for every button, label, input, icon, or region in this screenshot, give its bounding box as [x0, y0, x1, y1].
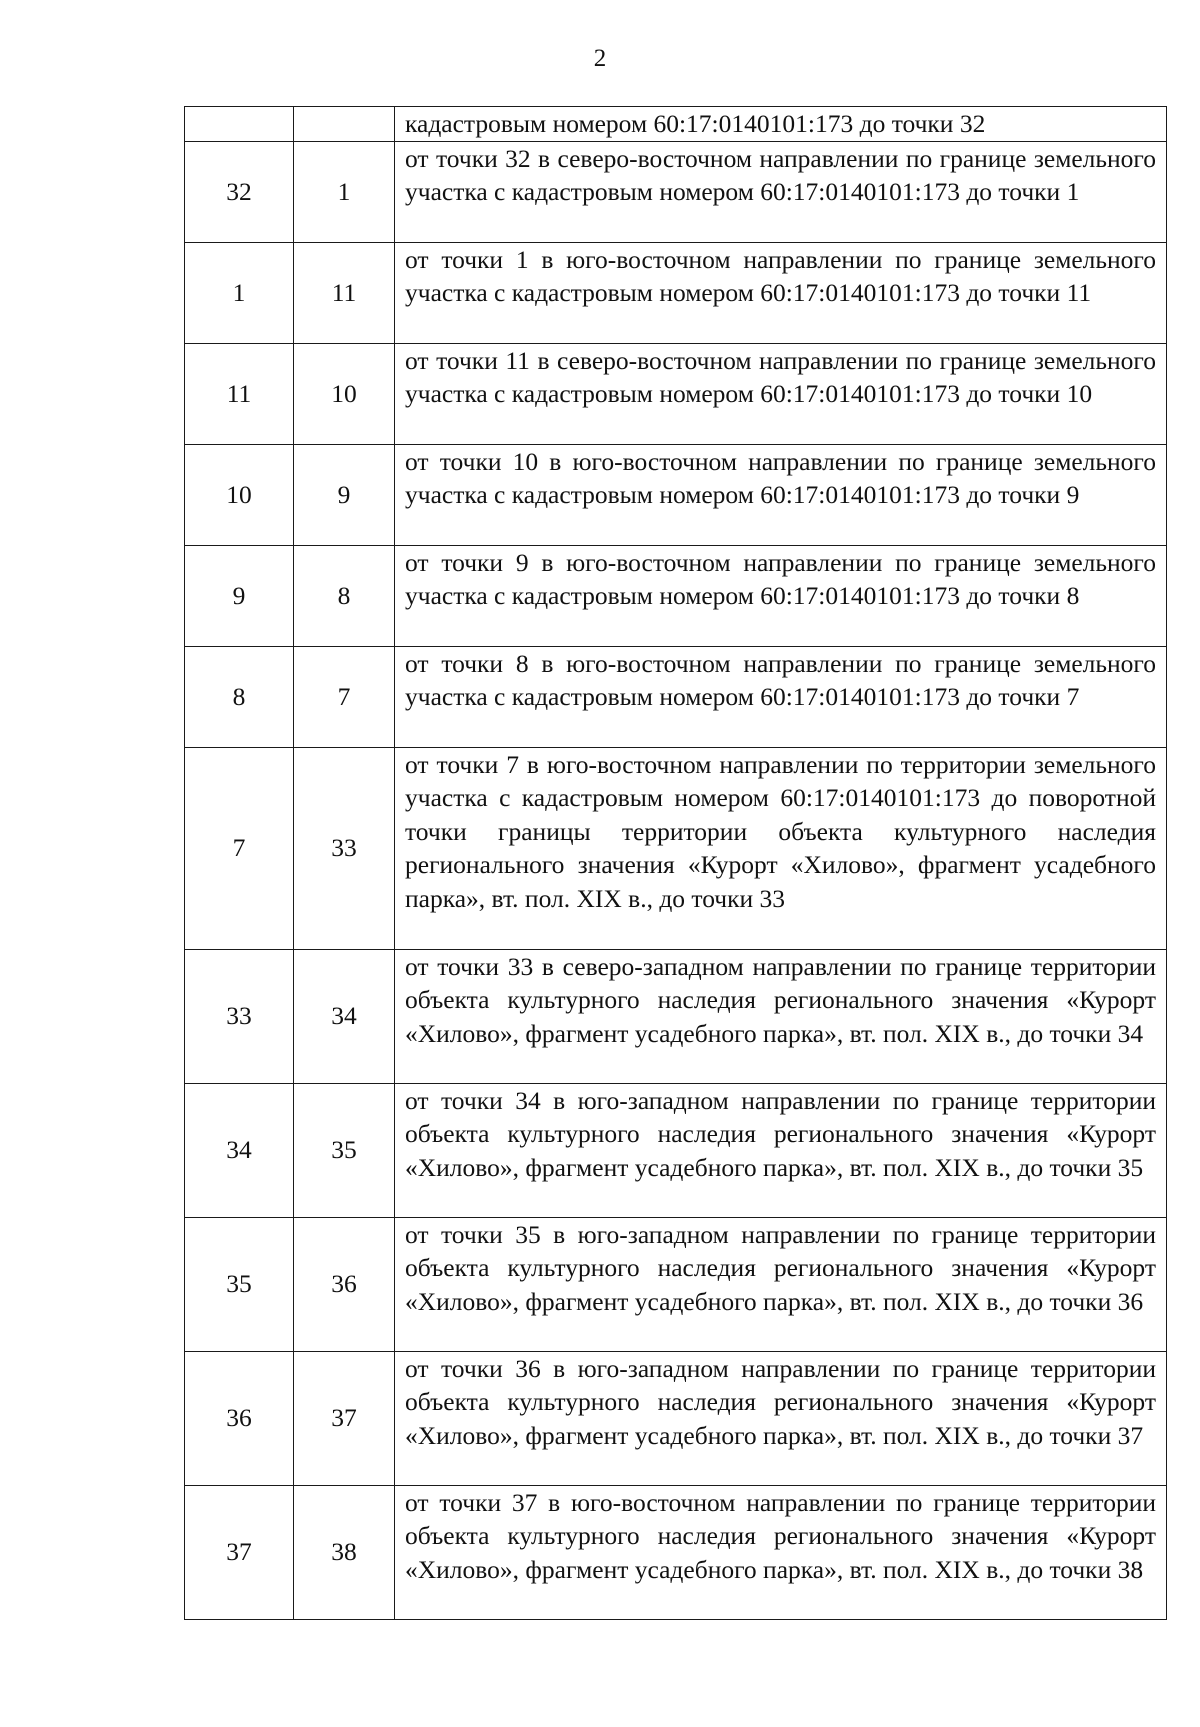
description-text: от точки 9 в юго-восточном направлении по границе земельного участка с кадастровым номером 60:17:0140101:173 до точки 8 [405, 547, 1156, 610]
description-text: от точки 35 в юго-западном направлении по границе территории объекта культурного наследия регионального значения «Курорт «Хилово», фрагмент усадебного парка», вт. пол. XIX в., до точки 36 [405, 1219, 1156, 1316]
from-point-cell: 36 [185, 1351, 294, 1485]
to-point-cell: 1 [294, 141, 395, 242]
from-point-cell: 34 [185, 1083, 294, 1217]
page-number: 2 [593, 45, 607, 72]
boundary-description-table [184, 106, 1167, 1620]
to-point-cell: 11 [294, 242, 395, 343]
table-row [185, 1217, 1167, 1351]
description-text: от точки 37 в юго-восточном направлении по границе территории объекта культурного наследия регионального значения «Курорт «Хилово», фрагмент усадебного парка», вт. пол. XIX в., до точки 38 [405, 1487, 1156, 1584]
from-point-cell: 37 [185, 1485, 294, 1619]
from-point-cell: 33 [185, 949, 294, 1083]
table-row [185, 343, 1167, 444]
to-point-cell: 38 [294, 1485, 395, 1619]
description-cell [395, 1351, 1167, 1485]
description-text: от точки 34 в юго-западном направлении по границе территории объекта культурного наследия регионального значения «Курорт «Хилово», фрагмент усадебного парка», вт. пол. XIX в., до точки 35 [405, 1085, 1156, 1182]
table-row [185, 1485, 1167, 1619]
table-row [185, 545, 1167, 646]
to-point-cell [294, 107, 395, 142]
from-point-cell: 32 [185, 141, 294, 242]
description-cell [395, 444, 1167, 545]
description-cell [395, 1485, 1167, 1619]
description-text: кадастровым номером 60:17:0140101:173 до точки 32 [405, 109, 986, 138]
from-point-cell: 9 [185, 545, 294, 646]
from-point-cell: 7 [185, 747, 294, 949]
description-text: от точки 33 в северо-западном направлении по границе территории объекта культурного наследия регионального значения «Курорт «Хилово», фрагмент усадебного парка», вт. пол. XIX в., до точки 34 [405, 951, 1156, 1048]
description-cell [395, 343, 1167, 444]
description-cell [395, 646, 1167, 747]
description-text: от точки 10 в юго-восточном направлении по границе земельного участка с кадастровым номером 60:17:0140101:173 до точки 9 [405, 446, 1156, 509]
table-row [185, 1351, 1167, 1485]
from-point-cell: 8 [185, 646, 294, 747]
from-point-cell [185, 107, 294, 142]
description-text: от точки 1 в юго-восточном направлении по границе земельного участка с кадастровым номером 60:17:0140101:173 до точки 11 [405, 244, 1156, 307]
description-cell [395, 949, 1167, 1083]
description-cell [395, 141, 1167, 242]
from-point-cell: 1 [185, 242, 294, 343]
table-row [185, 949, 1167, 1083]
description-text: от точки 7 в юго-восточном направлении по территории земельного участка с кадастровым номером 60:17:0140101:173 до поворотной точки границы территории объекта культурного наследия регионального значения «Курорт «Хилово», фрагмент усадебного парка», вт. пол. XIX в., до точки 33 [405, 749, 1156, 913]
to-point-cell: 35 [294, 1083, 395, 1217]
description-text: от точки 8 в юго-восточном направлении по границе земельного участка с кадастровым номером 60:17:0140101:173 до точки 7 [405, 648, 1156, 711]
to-point-cell: 37 [294, 1351, 395, 1485]
description-cell [395, 1083, 1167, 1217]
to-point-cell: 8 [294, 545, 395, 646]
description-cell [395, 747, 1167, 949]
to-point-cell: 10 [294, 343, 395, 444]
table-row [185, 141, 1167, 242]
table-row [185, 242, 1167, 343]
description-text: от точки 11 в северо-восточном направлении по границе земельного участка с кадастровым номером 60:17:0140101:173 до точки 10 [405, 345, 1156, 408]
to-point-cell: 34 [294, 949, 395, 1083]
description-text: от точки 36 в юго-западном направлении по границе территории объекта культурного наследия регионального значения «Курорт «Хилово», фрагмент усадебного парка», вт. пол. XIX в., до точки 37 [405, 1353, 1156, 1450]
table-row [185, 646, 1167, 747]
to-point-cell: 36 [294, 1217, 395, 1351]
from-point-cell: 11 [185, 343, 294, 444]
table-row [185, 444, 1167, 545]
from-point-cell: 10 [185, 444, 294, 545]
to-point-cell: 33 [294, 747, 395, 949]
to-point-cell: 9 [294, 444, 395, 545]
from-point-cell: 35 [185, 1217, 294, 1351]
table-row [185, 747, 1167, 949]
description-text: от точки 32 в северо-восточном направлении по границе земельного участка с кадастровым номером 60:17:0140101:173 до точки 1 [405, 143, 1156, 206]
description-cell [395, 107, 1167, 142]
description-cell [395, 1217, 1167, 1351]
description-cell [395, 545, 1167, 646]
table-row [185, 1083, 1167, 1217]
to-point-cell: 7 [294, 646, 395, 747]
table-row [185, 107, 1167, 142]
description-cell [395, 242, 1167, 343]
